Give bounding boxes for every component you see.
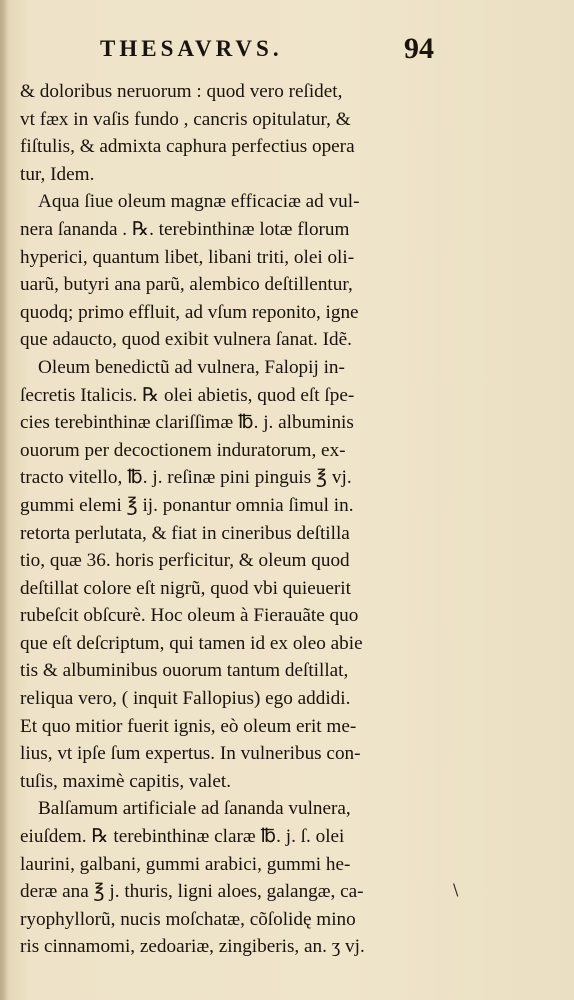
text-line: & doloribus neruorum : quod vero reſidet, xyxy=(20,81,343,102)
text-line: tis & albuminibus ouorum tantum deſtillat, xyxy=(20,660,349,682)
text-line: tio, quæ 36. horis perficitur, & oleum quod xyxy=(20,550,350,572)
text-line: vt fæx in vaſis fundo , cancris opitulatur, & xyxy=(20,108,351,130)
text-line: tur, Idem. xyxy=(20,163,95,185)
text-line: lius, vt ipſe ſum expertus. In vulneribus con- xyxy=(20,743,361,765)
page-header xyxy=(100,32,534,70)
text-line: ſecretis Italicis. ℞ olei abietis, quod eſt ſpe- xyxy=(20,384,355,406)
text-line: laurini, galbani, gummi arabici, gummi he- xyxy=(20,853,351,875)
text-line: hyperici, quantum libet, libani triti, olei oli- xyxy=(20,246,355,268)
text-line: Et quo mitior fuerit ignis, eò oleum erit me- xyxy=(20,715,357,737)
text-line: Balſamum artificiale ad ſananda vulnera, xyxy=(38,798,351,820)
text-line: Aqua ſiue oleum magnæ efficaciæ ad vul- xyxy=(38,191,360,213)
text-line: que adaucto, quod exibit vulnera ſanat. Idẽ. xyxy=(20,329,352,351)
text-line: gummi elemi ℥ ij. ponantur omnia ſimul in. xyxy=(20,494,354,516)
text-line: quodq; primo effluit, ad vſum reponito, igne xyxy=(20,301,359,323)
margin-mark: \ xyxy=(453,880,459,899)
text-line: que eſt deſcriptum, qui tamen id ex oleo abie xyxy=(20,632,363,654)
text-line: tracto vitello, ℔. j. reſinæ pini pinguis ℥ vj. xyxy=(20,467,352,489)
text-line: deſtillat colore eſt nigrũ, quod vbi quieuerit xyxy=(20,577,351,599)
text-line: retorta perlutata, & fiat in cineribus deſtilla xyxy=(20,522,350,544)
text-line: uarũ, butyri ana parũ, alembico deſtillentur, xyxy=(20,274,353,296)
page-gutter-shadow xyxy=(0,0,8,1000)
text-line: rubeſcit obſcurè. Hoc oleum à Fierauãte quo xyxy=(20,605,359,627)
text-line: ryophyllorũ, nucis moſchatæ, cõſolidę mino xyxy=(20,908,356,930)
text-line: ris cinnamomi, zedoariæ, zingiberis, an. ʒ vj. xyxy=(20,936,365,958)
text-line: deræ ana ℥ j. thuris, ligni aloes, galangæ, ca- xyxy=(20,881,364,903)
running-title: THESAVRVS. xyxy=(100,36,283,61)
text-line: reliqua vero, ( inquit Fallopius) ego addidi. xyxy=(20,688,351,710)
text-line: nera ſananda . ℞. terebinthinæ lotæ florum xyxy=(20,218,350,240)
text-line: fiſtulis, & admixta caphura perfectius opera xyxy=(20,136,355,158)
text-line: Oleum benedictũ ad vulnera, Falopij in- xyxy=(38,356,345,378)
body-text xyxy=(20,78,440,961)
text-line: tuſis, maximè capitis, valet. xyxy=(20,770,232,792)
text-line: ouorum per decoctionem induratorum, ex- xyxy=(20,439,346,461)
page-number: 94 xyxy=(404,32,434,65)
text-line: cies terebinthinæ clariſſimæ ℔. j. albuminis xyxy=(20,412,354,434)
text-line: eiuſdem. ℞ terebinthinæ claræ ℔. j. ſ. olei xyxy=(20,826,345,848)
